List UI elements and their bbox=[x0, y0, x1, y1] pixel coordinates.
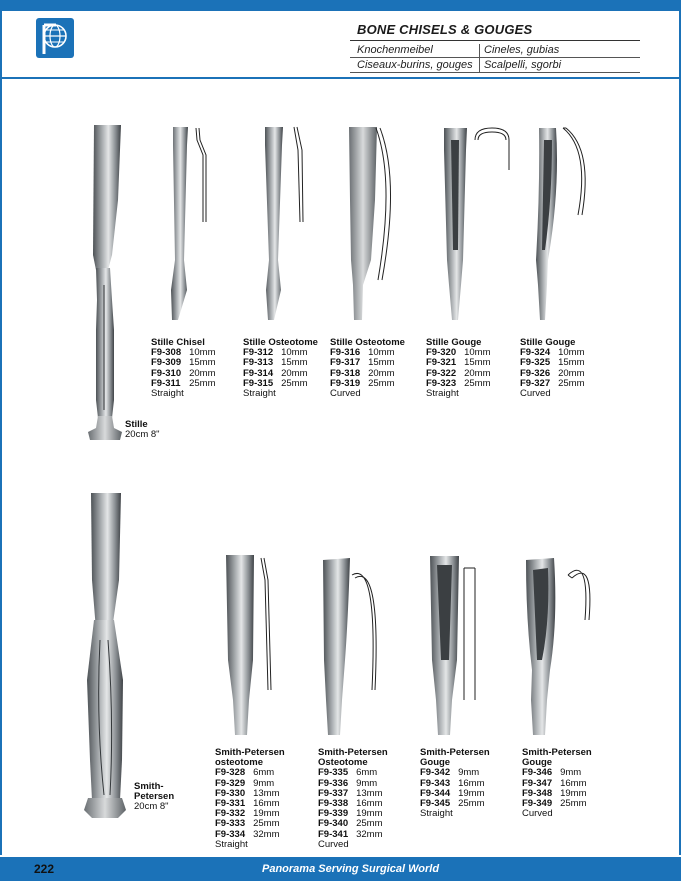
product-code: F9-308 bbox=[151, 347, 182, 359]
smith-petersen-osteotome-with-handle-image bbox=[84, 493, 126, 818]
product-size: 6mm bbox=[253, 767, 275, 779]
product-code: F9-341 bbox=[318, 828, 349, 840]
product-code: F9-346 bbox=[522, 767, 553, 779]
product-code: F9-337 bbox=[318, 787, 349, 799]
product-size: 25mm bbox=[560, 798, 587, 810]
product-block-stille-osteotome-straight bbox=[243, 338, 318, 399]
product-code: F9-313 bbox=[243, 357, 274, 369]
product-type: Straight bbox=[151, 388, 184, 400]
product-size: 20mm bbox=[189, 367, 216, 379]
product-name: Smith-Petersen bbox=[215, 747, 285, 758]
product-size: 9mm bbox=[560, 767, 582, 779]
product-size: 13mm bbox=[253, 787, 280, 799]
product-size: 25mm bbox=[558, 377, 585, 389]
product-code: F9-328 bbox=[215, 767, 246, 779]
product-type: Curved bbox=[318, 838, 349, 850]
product-code: F9-320 bbox=[426, 347, 457, 359]
product-size: 10mm bbox=[558, 347, 585, 359]
product-name-line2: osteotome bbox=[215, 757, 264, 769]
smith-petersen-gouge-curved-image bbox=[526, 558, 590, 735]
product-code: F9-344 bbox=[420, 787, 451, 799]
product-size: 16mm bbox=[356, 798, 383, 810]
product-type: Straight bbox=[215, 838, 248, 850]
product-size: 9mm bbox=[356, 777, 378, 789]
product-size: 19mm bbox=[560, 787, 587, 799]
product-size: 20mm bbox=[281, 367, 308, 379]
product-codes-table bbox=[522, 768, 587, 809]
stille-handle-caption bbox=[125, 420, 160, 440]
product-size: 16mm bbox=[560, 777, 587, 789]
product-code: F9-333 bbox=[215, 818, 246, 830]
product-size: 16mm bbox=[253, 798, 280, 810]
stille-chisel-straight-image bbox=[171, 127, 206, 320]
product-code: F9-316 bbox=[330, 347, 361, 359]
product-code: F9-342 bbox=[420, 767, 451, 779]
stille-osteotome-curved-image bbox=[349, 127, 391, 320]
smith-petersen-handle-caption bbox=[134, 782, 174, 813]
product-block-stille-gouge-curved bbox=[520, 338, 585, 399]
product-code: F9-311 bbox=[151, 377, 181, 389]
product-size: 25mm bbox=[464, 377, 491, 389]
product-block-smith-petersen-gouge-curved bbox=[522, 748, 592, 819]
product-size: 25mm bbox=[281, 377, 308, 389]
handle-name-line2: Petersen bbox=[134, 791, 175, 803]
product-code: F9-318 bbox=[330, 367, 361, 379]
product-name: Smith-Petersen bbox=[522, 747, 592, 758]
product-size: 15mm bbox=[189, 357, 216, 369]
product-codes-table bbox=[330, 348, 395, 389]
product-code: F9-323 bbox=[426, 377, 457, 389]
product-codes-table bbox=[151, 348, 216, 389]
product-size: 19mm bbox=[356, 808, 383, 820]
product-code: F9-325 bbox=[520, 357, 551, 369]
product-name: Stille Chisel bbox=[151, 337, 205, 348]
product-code: F9-338 bbox=[318, 798, 349, 810]
handle-size: 20cm 8" bbox=[134, 801, 169, 813]
page-number: 222 bbox=[34, 862, 55, 876]
product-type: Straight bbox=[420, 808, 453, 820]
product-code: F9-312 bbox=[243, 347, 274, 359]
product-size: 10mm bbox=[464, 347, 491, 359]
product-name: Stille Gouge bbox=[426, 337, 482, 348]
product-block-smith-petersen-osteotome-curved bbox=[318, 748, 388, 850]
product-size: 10mm bbox=[189, 347, 216, 359]
product-code: F9-324 bbox=[520, 347, 551, 359]
stille-chisel-with-handle-image bbox=[88, 125, 122, 440]
product-code: F9-332 bbox=[215, 808, 246, 820]
product-size: 15mm bbox=[558, 357, 585, 369]
product-name-line2: Gouge bbox=[420, 757, 451, 769]
product-codes-table bbox=[318, 768, 383, 839]
product-code: F9-339 bbox=[318, 808, 349, 820]
stille-gouge-curved-image bbox=[536, 128, 585, 320]
product-size: 20mm bbox=[464, 367, 491, 379]
product-code: F9-326 bbox=[520, 367, 551, 379]
product-block-stille-chisel bbox=[151, 338, 216, 399]
product-name-line2: Gouge bbox=[522, 757, 553, 769]
product-size: 32mm bbox=[253, 828, 280, 840]
product-block-smith-petersen-osteotome-straight bbox=[215, 748, 285, 850]
product-code: F9-317 bbox=[330, 357, 361, 369]
product-name: Stille Gouge bbox=[520, 337, 576, 348]
product-codes-table bbox=[520, 348, 585, 389]
product-name: Smith-Petersen bbox=[318, 747, 388, 758]
product-name: Smith-Petersen bbox=[420, 747, 490, 758]
handle-size: 20cm 8" bbox=[125, 429, 160, 441]
product-code: F9-322 bbox=[426, 367, 457, 379]
product-type: Curved bbox=[520, 388, 551, 400]
product-code: F9-334 bbox=[215, 828, 246, 840]
smith-petersen-gouge-straight-image bbox=[430, 556, 475, 735]
product-size: 15mm bbox=[281, 357, 308, 369]
subtitle-spanish: Cineles, gubias bbox=[484, 44, 560, 56]
product-name: Stille Osteotome bbox=[243, 337, 318, 348]
handle-name-line1: Smith- bbox=[134, 781, 164, 792]
product-code: F9-327 bbox=[520, 377, 551, 389]
product-size: 19mm bbox=[458, 787, 485, 799]
product-name-line2: Osteotome bbox=[318, 757, 368, 769]
stille-osteotome-straight-image bbox=[265, 127, 303, 320]
subtitle-french: Ciseaux-burins, gouges bbox=[357, 59, 473, 71]
product-codes-table bbox=[215, 768, 280, 839]
product-codes-table bbox=[243, 348, 308, 389]
product-block-stille-osteotome-curved bbox=[330, 338, 405, 399]
product-code: F9-309 bbox=[151, 357, 182, 369]
product-size: 25mm bbox=[458, 798, 485, 810]
product-size: 20mm bbox=[368, 367, 395, 379]
product-size: 25mm bbox=[356, 818, 383, 830]
footer-tagline: Panorama Serving Surgical World bbox=[262, 863, 440, 875]
product-code: F9-329 bbox=[215, 777, 246, 789]
product-block-smith-petersen-gouge-straight bbox=[420, 748, 490, 819]
handle-name: Stille bbox=[125, 419, 148, 430]
product-code: F9-348 bbox=[522, 787, 553, 799]
product-code: F9-330 bbox=[215, 787, 246, 799]
product-size: 32mm bbox=[356, 828, 383, 840]
product-size: 6mm bbox=[356, 767, 378, 779]
product-size: 10mm bbox=[368, 347, 395, 359]
page-title: BONE CHISELS & GOUGES bbox=[357, 22, 533, 37]
product-code: F9-319 bbox=[330, 377, 361, 389]
product-block-stille-gouge-straight bbox=[426, 338, 491, 399]
product-size: 25mm bbox=[253, 818, 280, 830]
product-code: F9-340 bbox=[318, 818, 349, 830]
subtitle-german: Knochenmeibel bbox=[357, 44, 433, 56]
product-code: F9-315 bbox=[243, 377, 274, 389]
product-type: Curved bbox=[522, 808, 553, 820]
product-code: F9-336 bbox=[318, 777, 349, 789]
product-code: F9-343 bbox=[420, 777, 451, 789]
product-size: 25mm bbox=[189, 377, 216, 389]
product-size: 9mm bbox=[253, 777, 275, 789]
product-size: 13mm bbox=[356, 787, 383, 799]
product-codes-table bbox=[420, 768, 485, 809]
product-size: 15mm bbox=[464, 357, 491, 369]
product-code: F9-331 bbox=[215, 798, 246, 810]
product-size: 19mm bbox=[253, 808, 280, 820]
product-code: F9-314 bbox=[243, 367, 274, 379]
smith-petersen-osteotome-curved-image bbox=[323, 558, 376, 735]
product-codes-table bbox=[426, 348, 491, 389]
product-size: 9mm bbox=[458, 767, 480, 779]
stille-gouge-straight-image bbox=[444, 128, 509, 320]
product-size: 25mm bbox=[368, 377, 395, 389]
smith-petersen-osteotome-straight-image bbox=[226, 555, 271, 735]
product-code: F9-347 bbox=[522, 777, 553, 789]
product-code: F9-335 bbox=[318, 767, 349, 779]
product-type: Curved bbox=[330, 388, 361, 400]
product-size: 20mm bbox=[558, 367, 585, 379]
product-type: Straight bbox=[243, 388, 276, 400]
product-code: F9-345 bbox=[420, 798, 451, 810]
product-size: 15mm bbox=[368, 357, 395, 369]
product-size: 16mm bbox=[458, 777, 485, 789]
product-size: 10mm bbox=[281, 347, 308, 359]
product-code: F9-349 bbox=[522, 798, 553, 810]
product-type: Straight bbox=[426, 388, 459, 400]
subtitle-italian: Scalpelli, sgorbi bbox=[484, 59, 562, 71]
product-code: F9-321 bbox=[426, 357, 457, 369]
product-code: F9-310 bbox=[151, 367, 182, 379]
product-name: Stille Osteotome bbox=[330, 337, 405, 348]
